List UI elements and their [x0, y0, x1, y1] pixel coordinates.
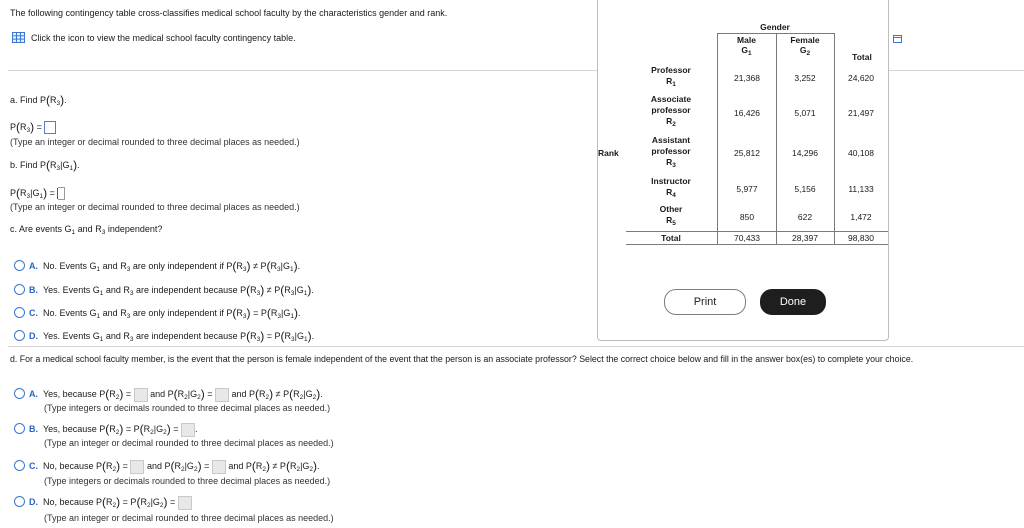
cell-instructor-female: 5,156: [794, 184, 816, 194]
table-hline-bottom: [626, 244, 888, 245]
answer-box-d-c-1[interactable]: [130, 460, 144, 474]
answer-box-d-c-2[interactable]: [212, 460, 226, 474]
choice-d-c[interactable]: C. No, because $P(R_2)$ = and $P(R_2|G_2)$ = and $P(R_2) \ne P(R_2|G_2)$.: [14, 458, 320, 474]
part-b-answer: $P(R_3|G_1)$ =: [10, 185, 65, 200]
radio-c-a[interactable]: [14, 260, 25, 271]
table-link-text: Click the icon to view the medical school faculty contingency table.: [31, 32, 296, 43]
cell-assistant-female: 14,296: [792, 148, 818, 158]
part-a-answer: $P(R_3)$ =: [10, 119, 56, 134]
choice-c-a[interactable]: A. No. Events $G_1$ and $R_3$ are only independent if $P(R_3) \ne P(R_3|G_1)$.: [14, 258, 300, 272]
maximize-icon[interactable]: [893, 35, 902, 45]
table-hline-top: [717, 33, 835, 34]
choice-d-d-hint: (Type an integer or decimal rounded to three decimal places as needed.): [44, 513, 334, 523]
choice-c-c[interactable]: C. No. Events $G_1$ and $R_3$ are only independent if $P(R_3) = P(R_3|G_1)$.: [14, 305, 300, 319]
table-hline-total: [626, 231, 888, 232]
choice-d-b[interactable]: B. Yes, because $P(R_2) = P(R_2|G_2)$ = .: [14, 421, 197, 437]
answer-box-p-r3[interactable]: [44, 121, 56, 134]
col-female-header: Female $G_2$: [790, 35, 820, 57]
table-icon[interactable]: [12, 32, 25, 45]
rank-header: Rank: [598, 148, 619, 158]
radio-d-d[interactable]: [14, 496, 25, 507]
radio-d-b[interactable]: [14, 423, 25, 434]
cell-associate-male: 16,426: [734, 108, 760, 118]
cell-associate-female: 5,071: [794, 108, 816, 118]
radio-d-c[interactable]: [14, 460, 25, 471]
answer-box-p-r3-given-g1[interactable]: [58, 187, 65, 200]
answer-box-d-d[interactable]: [178, 496, 192, 510]
cell-other-female: 622: [797, 212, 813, 222]
row-other-header: Other $R_5$: [659, 204, 683, 227]
divider-right: [888, 70, 1024, 71]
cell-total-male: 70,433: [734, 233, 760, 243]
choice-d-a[interactable]: A. Yes, because $P(R_2)$ = and $P(R_2|G_2)$ = and $P(R_2) \ne P(R_2|G_2)$.: [14, 386, 323, 402]
table-vline-2: [776, 33, 777, 244]
cell-assistant-total: 40,108: [848, 148, 874, 158]
answer-box-d-a-2[interactable]: [215, 388, 229, 402]
cell-assistant-male: 25,812: [734, 148, 760, 158]
table-vline-right: [888, 33, 889, 245]
choice-d-b-hint: (Type an integer or decimal rounded to three decimal places as needed.): [44, 438, 334, 448]
choice-d-a-hint: (Type integers or decimals rounded to three decimal places as needed.): [44, 403, 331, 413]
part-a-hint: (Type an integer or decimal rounded to three decimal places as needed.): [10, 137, 300, 147]
row-assistant-header: Assistant professor $R_3$: [651, 135, 691, 169]
cell-total-total: 98,830: [848, 233, 874, 243]
cell-professor-female: 3,252: [794, 73, 816, 83]
part-d-prompt: d. For a medical school faculty member, is the event that the person is female independent of the event that the person is an associate professor? Select the correct choice below and fill in the answer box(es) to complete your choice.: [10, 354, 914, 364]
done-button[interactable]: Done: [760, 289, 826, 315]
choice-d-c-hint: (Type integers or decimals rounded to three decimal places as needed.): [44, 476, 331, 486]
cell-professor-male: 21,368: [734, 73, 760, 83]
radio-c-c[interactable]: [14, 307, 25, 318]
divider-part-d: [8, 346, 1024, 347]
cell-professor-total: 24,620: [848, 73, 874, 83]
col-male-header: Male $G_1$: [737, 35, 756, 57]
answer-box-d-b[interactable]: [181, 423, 195, 437]
answer-box-d-a-1[interactable]: [134, 388, 148, 402]
row-associate-header: Associate professor $R_2$: [650, 94, 692, 128]
row-total-header: Total: [661, 233, 681, 243]
cell-other-male: 850: [739, 212, 755, 222]
table-vline-3: [834, 33, 835, 244]
choice-d-d[interactable]: D. No, because $P(R_2) = P(R_2|G_2)$ =: [14, 494, 192, 510]
cell-total-female: 28,397: [792, 233, 818, 243]
row-instructor-header: Instructor $R_4$: [651, 176, 691, 199]
table-vline-1: [717, 33, 718, 244]
table-link[interactable]: [12, 32, 296, 45]
divider-left: [8, 70, 598, 71]
row-professor-header: Professor $R_1$: [651, 65, 691, 88]
cell-instructor-male: 5,977: [736, 184, 758, 194]
part-a-prompt: a. Find $P(R_3)$.: [10, 93, 67, 107]
choice-c-d[interactable]: D. Yes. Events $G_1$ and $R_3$ are independent because $P(R_3) = P(R_3|G_1)$.: [14, 328, 314, 342]
col-total-header: Total: [852, 52, 872, 62]
gender-header: Gender: [760, 22, 790, 32]
part-c-prompt: c. Are events $G_1$ and $R_3$ independent?: [10, 224, 163, 236]
radio-c-d[interactable]: [14, 330, 25, 341]
cell-associate-total: 21,497: [848, 108, 874, 118]
radio-c-b[interactable]: [14, 284, 25, 295]
print-button[interactable]: Print: [664, 289, 746, 315]
question-intro: The following contingency table cross-classifies medical school faculty by the characteristics gender and rank.: [10, 8, 448, 18]
cell-other-total: 1,472: [850, 212, 872, 222]
radio-d-a[interactable]: [14, 388, 25, 399]
part-b-prompt: b. Find $P(R_3|G_1)$.: [10, 158, 80, 172]
part-b-hint: (Type an integer or decimal rounded to three decimal places as needed.): [10, 202, 300, 212]
cell-instructor-total: 11,133: [848, 184, 874, 194]
choice-c-b[interactable]: B. Yes. Events $G_1$ and $R_3$ are independent because $P(R_3) \ne P(R_3|G_1)$.: [14, 282, 314, 296]
